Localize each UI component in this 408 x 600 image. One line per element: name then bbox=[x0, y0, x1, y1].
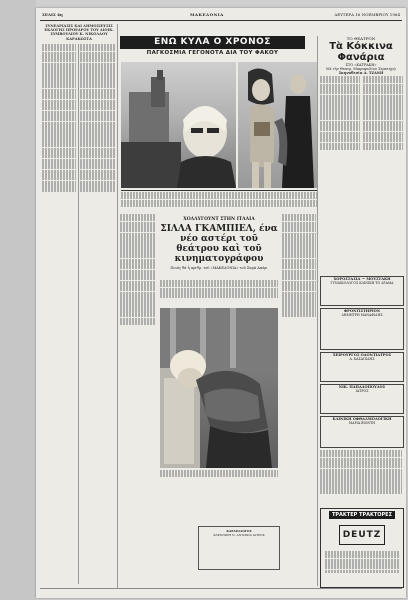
classified-ad bbox=[320, 416, 404, 448]
left-article-headline: ΣΥΝΕΔΡΙΑΣΙΣ ΚΑΙ ΔΗΜΟΣΙΕΥΣΙΣ ΕΚΛΟΓΗΣ ΠΡΟΕΔΡΟΥ ΤΟΥ ΔΙΟΙΚ. ΣΥΜΒΟΥΛΙΟΥ Κ. ΝΙΚΟΛΑΟΥ ΚΑΡΑΚΩΣΤΑ bbox=[44, 24, 114, 41]
feature-lead-text bbox=[160, 280, 278, 304]
left-text-column-1 bbox=[42, 44, 76, 584]
right-text-column-1 bbox=[320, 76, 360, 266]
deutz-logo: DEUTZ bbox=[339, 525, 385, 545]
photo-caption bbox=[121, 192, 318, 210]
classified-ad bbox=[320, 352, 404, 382]
ad-text: ΓΥΝΑΙΚΟΛΟΓΟΣ ΚΛΙΝΙΚΗ ΤΟ ΔΡΑΜΑ bbox=[330, 281, 394, 285]
classified-ad bbox=[320, 384, 404, 414]
theatre-title: Τὰ Κόκκινα Φανάρια bbox=[329, 41, 393, 63]
footer-ad-text: ΚΛΕΟΝΙΚΗ Ν. ΑΝΤΩΝΙΑ ΙΑΤΡΟΣ bbox=[213, 532, 265, 537]
left-text-column-2 bbox=[80, 44, 116, 584]
ad-text: ΔΗΜΗΤΡΗ ΜΑΝΑΦΙΔΗΣ bbox=[341, 313, 383, 317]
ad-text: ΙΑΤΡΟΣ bbox=[355, 389, 369, 393]
deutz-text bbox=[325, 551, 399, 581]
photo-swimsuit-couple bbox=[238, 62, 318, 188]
photo-caption-rule bbox=[121, 190, 318, 191]
feature-headline-box bbox=[160, 215, 278, 275]
deutz-title: ΤΡΑΚΤΕΡ ΤΡΑΚΤΟΡΕΣ bbox=[329, 511, 395, 519]
column-divider bbox=[117, 24, 118, 589]
ad-title: ΚΛΙΝΙΚΗ ΟΦΘΑΛΜΟΛΟΓΙΚΗ bbox=[332, 417, 392, 421]
section-subtitle: ΠΑΓΚΟΣΜΙΑ ΓΕΓΟΝΟΤΑ ΔΙΑ ΤΟΥ ΦΑΚΟΥ bbox=[146, 50, 279, 56]
classified-ad bbox=[320, 276, 404, 306]
right-text-column-2 bbox=[363, 76, 403, 266]
ad-text: ΜΑΡΙΑ ΒΙΟΝΤΗ bbox=[348, 421, 376, 425]
photo-actress-graphic bbox=[160, 308, 278, 468]
theatre-line-3: Σκηνοθεσία Α. ΤΖΑΝΗ bbox=[338, 71, 384, 75]
page-margin bbox=[0, 0, 36, 600]
header-rule bbox=[40, 20, 402, 21]
feature-kicker: ΧΟΛΛΥΓΟΥΝΤ ΣΤΗΝ ΙΤΑΛΙΑ bbox=[183, 217, 255, 222]
actress-caption bbox=[160, 470, 278, 480]
ad-title: ΝΙΚ. ΠΑΠΑΔΟΠΟΥΛΟΣ bbox=[338, 385, 386, 389]
column-divider bbox=[78, 44, 79, 584]
footer-rule bbox=[40, 588, 402, 589]
classified-ad bbox=[320, 308, 404, 350]
theatre-line-1: ΣΤΟ «ΚΑΤΡΑΚΗ» bbox=[345, 63, 377, 67]
page-number: ΣΕΛΙΣ 4η bbox=[42, 12, 63, 17]
photo-actress bbox=[160, 308, 278, 468]
mid-text-column-left bbox=[120, 214, 156, 584]
column-divider bbox=[317, 36, 318, 586]
ad-text: Α. ΚΑΣΑΠΙΔΗΣ bbox=[349, 357, 375, 361]
footer-advertisement bbox=[198, 526, 280, 570]
section-banner: ΕΝΩ ΚΥΛΑ Ο ΧΡΟΝΟΣ bbox=[120, 36, 305, 49]
issue-date: ΔΕΥΤΕΡΑ 16 ΝΟΕΜΒΡΙΟΥ 1964 bbox=[334, 12, 400, 17]
page-header bbox=[40, 10, 404, 20]
photo-woman-castle bbox=[121, 62, 236, 188]
newspaper-name: ΜΑΚΕΔΟΝΙΑ bbox=[190, 12, 224, 17]
theatre-line-2: Μὲ τὴν Θεατρ. Μικροφυλίου Στρατηγῷ bbox=[326, 67, 396, 71]
footer-ad-title: ΚΑΡΔΙΟΛΟΓΟΣ bbox=[226, 529, 252, 533]
ad-title: ΧΟΡΟΣΤΑΣΙΑ — ΜΟΥΣΤΑΚΗ bbox=[333, 277, 391, 281]
mid-text-column-right bbox=[282, 214, 316, 514]
photo-woman-castle-graphic bbox=[121, 62, 236, 188]
ad-title: ΦΡΟΝΤΙΣΤΗΡΙΟΝ bbox=[343, 309, 380, 313]
theatre-column bbox=[318, 36, 404, 75]
ad-title: ΧΕΙΡΟΥΡΓΟΣ ΟΔΟΝΤΙΑΤΡΟΣ bbox=[332, 353, 392, 357]
photo-swimsuit-couple-graphic bbox=[238, 62, 318, 188]
feature-deck: Ποιός θά ἦ αριθμ. τοῦ «ΜΑΚΕΔΟΝΙΑ» τοῦ Σαρά Απόρι bbox=[170, 266, 268, 270]
right-small-text bbox=[320, 450, 402, 504]
feature-headline: ΣΙΛΛΑ ΓΚΑΜΠΙΕΛ, ένα νέο αστέρι τοῦ θεάτρου καὶ τοῦ κινηματογράφου bbox=[160, 224, 278, 264]
deutz-advertisement bbox=[320, 508, 404, 588]
theatre-label: ΤΟ ΘΕΑΤΡΟΝ bbox=[346, 36, 376, 41]
